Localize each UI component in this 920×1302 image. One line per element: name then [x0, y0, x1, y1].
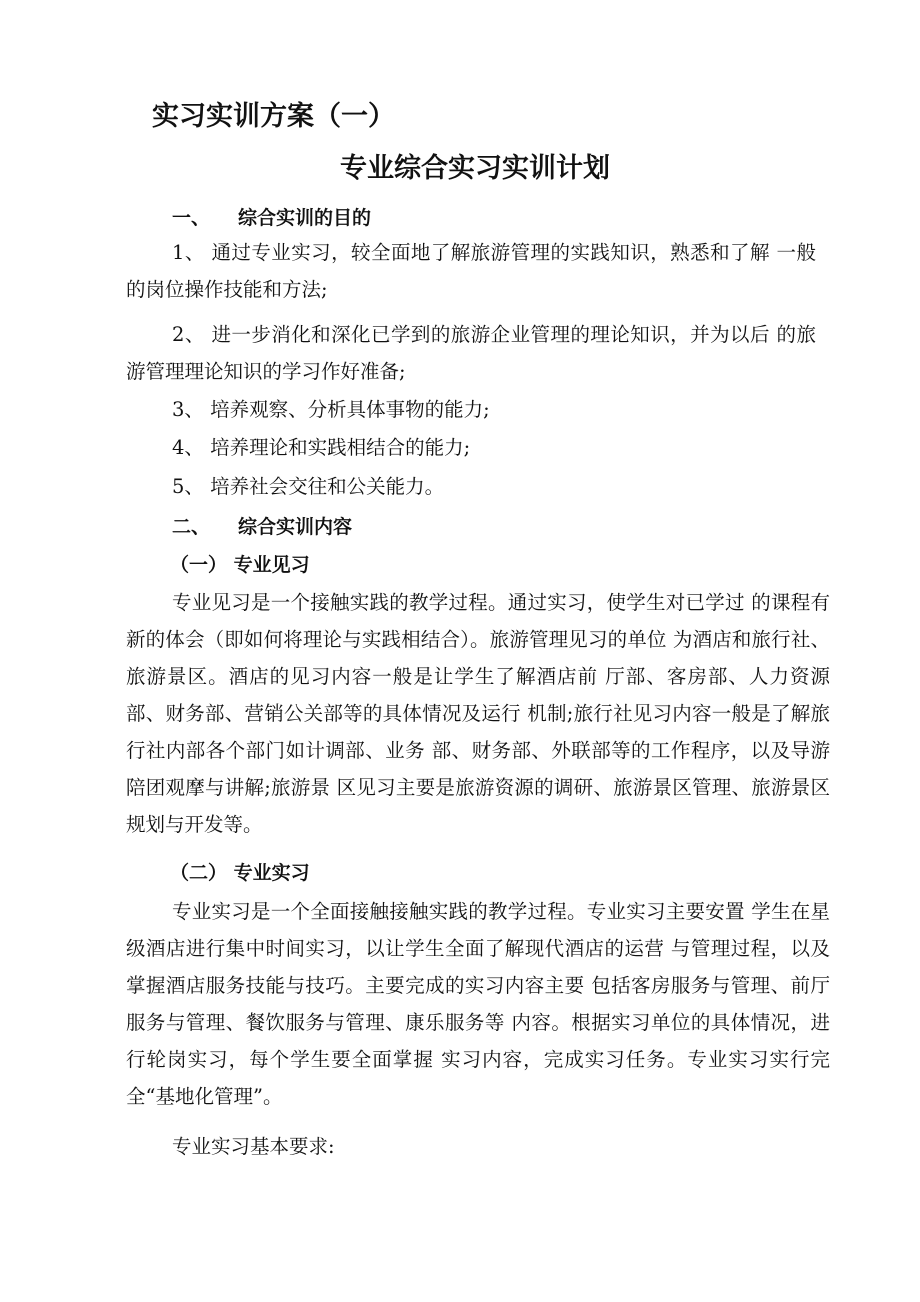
document-subtitle: 专业综合实习实训计划 — [340, 153, 610, 184]
list-item: 4、 培养理论和实践相结合的能力; — [172, 436, 471, 459]
section-2-number: 二、 — [172, 516, 211, 538]
section-1-number: 一、 — [172, 207, 211, 229]
subsection-2-paragraph: 专业实习是一个全面接触接触实践的教学过程。专业实习主要安置 学生在星级酒店进行集中时间实习，以让学生全面了解现代酒店的运营 与管理过程，以及掌握酒店服务技能与技巧。主要完成的实习内容主要 包括客房服务与管理、前厅服务与管理、餐饮服务与管理、康乐服务等 内容。根据实习单位的具体情况，进行轮岗实习，每个学生要全面掌握 实习内容，完成实习任务。专业实习实行完全“基地化管理”。 — [126, 900, 830, 1108]
section-2-heading — [172, 512, 352, 539]
list-item: 5、 培养社会交往和公关能力。 — [172, 475, 445, 498]
section-1-heading — [172, 203, 371, 230]
document-title: 实习实训方案（一） — [152, 101, 395, 132]
list-item: 2、 进一步消化和深化已学到的旅游企业管理的理论知识，并为以后 的旅游管理理论知识的学习作好准备; — [126, 323, 816, 383]
subsection-1-paragraph: 专业见习是一个接触实践的教学过程。通过实习，使学生对已学过 的课程有新的体会（即如何将理论与实践相结合）。旅游管理见习的单位 为酒店和旅行社、旅游景区。酒店的见习内容一般是让学生了解酒店前 厅部、客房部、人力资源部、财务部、营销公关部等的具体情况及运行 机制;旅行社见习内容一般是了解旅行社内部各个部门如计调部、业务 部、财务部、外联部等的工作程序，以及导游陪团观摩与讲解;旅游景 区见习主要是旅游资源的调研、旅游景区管理、旅游景区规划与开发等。 — [126, 591, 830, 836]
list-item: 3、 培养观察、分析具体事物的能力; — [172, 398, 490, 421]
subsection-2-heading: （二） 专业实习 — [170, 862, 310, 884]
section-2-title: 综合实训内容 — [238, 516, 353, 538]
requirements-label: 专业实习基本要求: — [172, 1135, 335, 1158]
list-item: 1、 通过专业实习，较全面地了解旅游管理的实践知识，熟悉和了解 一般的岗位操作技能和方法; — [126, 241, 816, 301]
subsection-1-heading: （一） 专业见习 — [170, 554, 310, 576]
section-1-title: 综合实训的目的 — [238, 207, 372, 229]
